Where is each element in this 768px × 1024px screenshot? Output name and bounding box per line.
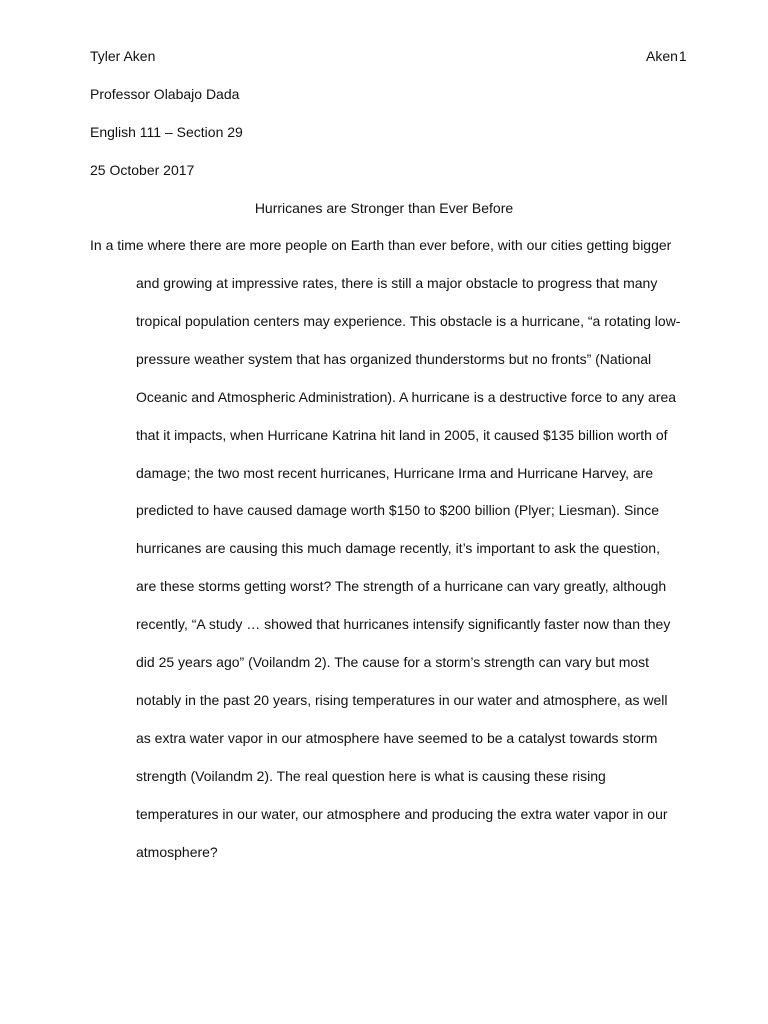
paragraph-line: are these storms getting worst? The strength of a hurricane can vary greatly, although xyxy=(136,578,667,594)
paragraph-line: predicted to have caused damage worth $150 to $200 billion (Plyer; Liesman). Since xyxy=(136,502,659,518)
course-info: English 111 – Section 29 xyxy=(90,124,243,140)
paragraph-line: damage; the two most recent hurricanes, Hurricane Irma and Hurricane Harvey, are xyxy=(136,465,654,481)
essay-date: 25 October 2017 xyxy=(90,162,195,178)
paragraph-line: Oceanic and Atmospheric Administration). A hurricane is a destructive force to any area xyxy=(136,389,677,405)
professor-name: Professor Olabajo Dada xyxy=(90,86,240,102)
paragraph-line: hurricanes are causing this much damage recently, it’s important to ask the question, xyxy=(136,540,660,556)
paragraph-line: notably in the past 20 years, rising temperatures in our water and atmosphere, as well xyxy=(136,692,668,708)
running-head xyxy=(646,47,687,65)
paragraph-line: that it impacts, when Hurricane Katrina hit land in 2005, it caused $135 billion worth of xyxy=(136,427,668,443)
paragraph-line: pressure weather system that has organized thunderstorms but no fronts” (National xyxy=(136,351,652,367)
paragraph-line: did 25 years ago” (Voilandm 2). The cause for a storm’s strength can vary but most xyxy=(136,654,650,670)
paragraph-line: as extra water vapor in our atmosphere have seemed to be a catalyst towards storm xyxy=(136,730,658,746)
essay-title: Hurricanes are Stronger than Ever Before xyxy=(254,200,514,216)
paragraph-line: tropical population centers may experience. This obstacle is a hurricane, “a rotating low- xyxy=(136,313,681,329)
header-author-name: Tyler Aken xyxy=(90,48,156,64)
paragraph-line: and growing at impressive rates, there is still a major obstacle to progress that many xyxy=(136,275,658,291)
paragraph-line: temperatures in our water, our atmosphere and producing the extra water vapor in our xyxy=(136,806,668,822)
running-head-name: Aken xyxy=(646,48,678,64)
paragraph-line: strength (Voilandm 2). The real question here is what is causing these rising xyxy=(136,768,606,784)
paragraph-line: recently, “A study … showed that hurricanes intensify significantly faster now than they xyxy=(136,616,671,632)
page-number: 1 xyxy=(678,48,687,64)
paragraph-line: In a time where there are more people on Earth than ever before, with our cities getting bigger xyxy=(90,237,672,253)
paragraph-line: atmosphere? xyxy=(136,844,218,860)
